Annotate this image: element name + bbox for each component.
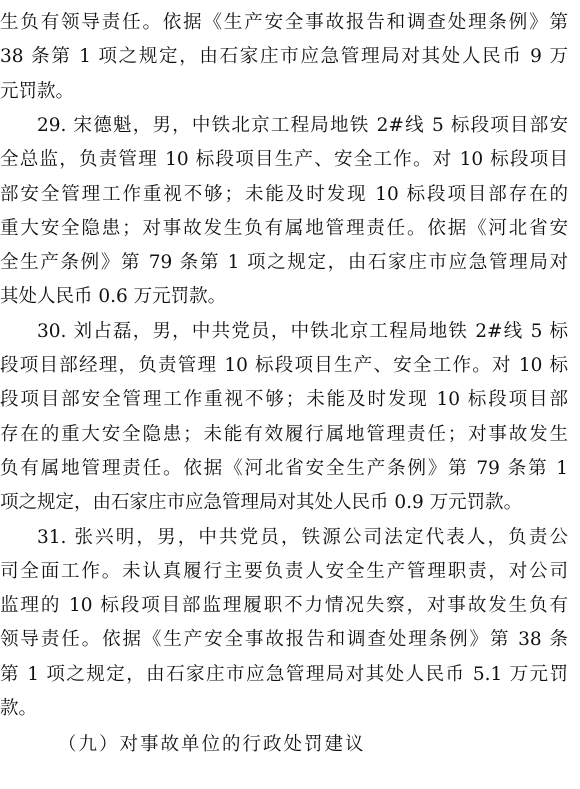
text-line: 38 条第 1 项之规定，由石家庄市应急管理局对其处人民币 9 万 <box>0 46 568 68</box>
text-line: 部安全管理工作重视不够；未能及时发现 10 标段项目部存在的 <box>0 183 568 205</box>
text-line: 负有属地管理责任。依据《河北省安全生产条例》第 79 条第 1 <box>0 457 568 479</box>
text-line: 全总监，负责管理 10 标段项目生产、安全工作。对 10 标段项目 <box>0 149 568 171</box>
text-line: 监理的 10 标段项目部监理履职不力情况失察，对事故发生负有 <box>0 595 568 617</box>
text-line: 段项目部经理，负责管理 10 标段项目生产、安全工作。对 10 标 <box>0 355 568 376</box>
text-line: 司全面工作。未认真履行主要负责人安全生产管理职责，对公司 <box>0 560 568 582</box>
text-line: 项之规定，由石家庄市应急管理局对其处人民币 0.9 万元罚款。 <box>0 492 523 514</box>
text-line: 第 1 项之规定，由石家庄市应急管理局对其处人民币 5.1 万元罚 <box>0 663 568 685</box>
text-line: 领导责任。依据《生产安全事故报告和调查处理条例》第 38 条 <box>0 629 568 651</box>
text-line: 款。 <box>0 698 38 719</box>
text-line: 段项目部安全管理工作重视不够；未能及时发现 10 标段项目部 <box>0 389 568 411</box>
text-line: 31. 张兴明，男，中共党员，铁源公司法定代表人，负责公 <box>37 526 568 548</box>
text-line: 重大安全隐患；对事故发生负有属地管理责任。依据《河北省安 <box>0 217 568 239</box>
section-heading: （九）对事故单位的行政处罚建议 <box>58 734 366 756</box>
text-line: 存在的重大安全隐患；未能有效履行属地管理责任；对事故发生 <box>0 423 568 445</box>
text-line: 全生产条例》第 79 条第 1 项之规定，由石家庄市应急管理局对 <box>0 252 568 274</box>
text-line: 生负有领导责任。依据《生产安全事故报告和调查处理条例》第 <box>0 12 568 33</box>
text-line: 29. 宋德魁，男，中铁北京工程局地铁 2#线 5 标段项目部安 <box>37 114 568 136</box>
text-line: 30. 刘占磊，男，中共党员，中铁北京工程局地铁 2#线 5 标 <box>37 320 568 342</box>
text-line: 元罚款。 <box>0 80 75 102</box>
text-line: 其处人民币 0.6 万元罚款。 <box>0 286 227 308</box>
